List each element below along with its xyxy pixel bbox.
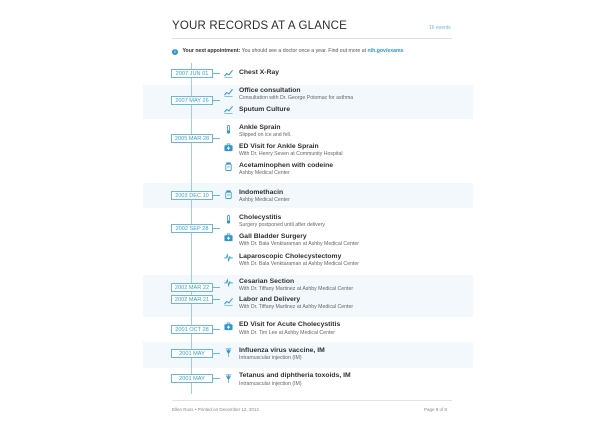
date-tag: 2001 MAY bbox=[171, 349, 213, 358]
chart-icon bbox=[224, 88, 233, 97]
record-name: Influenza virus vaccine, IM bbox=[239, 347, 325, 354]
record-description: With Dr. Bala Venktaraman at Ashby Medical Center bbox=[239, 261, 359, 267]
date-tag: 2001 MAY bbox=[171, 374, 213, 383]
pill-bottle-icon bbox=[224, 162, 233, 171]
appointment-label: Your next appointment: bbox=[182, 48, 241, 54]
record-description: Intramuscular injection (IM) bbox=[239, 355, 302, 361]
medical-kit-icon bbox=[224, 322, 233, 331]
header-divider bbox=[172, 38, 452, 39]
medical-kit-icon bbox=[224, 143, 233, 152]
date-tag: 2001 OCT 28 bbox=[171, 325, 213, 334]
page-title: YOUR RECORDS AT A GLANCE bbox=[172, 20, 348, 32]
next-appointment bbox=[172, 48, 404, 55]
medical-kit-icon bbox=[224, 233, 233, 242]
syringe-icon bbox=[224, 374, 233, 383]
footer-divider bbox=[172, 400, 452, 401]
record-description: Ashby Medical Center bbox=[239, 170, 290, 176]
events-count-link[interactable]: 16 events bbox=[429, 25, 451, 31]
record-description: With Dr. Henry Seven at Community Hospital bbox=[239, 151, 343, 157]
date-tag: 2002 MAR 22 bbox=[171, 283, 213, 292]
date-tag: 2002 SEP 28 bbox=[171, 224, 213, 233]
record-description: Intramuscular injection (IM) bbox=[239, 381, 302, 387]
record-name: Acetaminophen with codeine bbox=[239, 162, 334, 169]
record-description: Ashby Medical Center bbox=[239, 197, 290, 203]
record-description: With Dr. Tim Lee at Ashby Medical Center bbox=[239, 330, 336, 336]
date-tag: 2002 MAR 21 bbox=[171, 295, 213, 304]
thermometer-icon bbox=[224, 125, 233, 134]
date-tag: 2005 MAR 28 bbox=[171, 134, 213, 143]
record-name: Cesarian Section bbox=[239, 278, 295, 285]
appointment-text: You should see a doctor once a year. Find out more at bbox=[241, 48, 367, 54]
pulse-icon bbox=[224, 253, 233, 262]
thermometer-icon bbox=[224, 215, 233, 224]
page-number: Page 8 of 8 bbox=[424, 407, 448, 412]
date-tag: 2007 JUN 01 bbox=[171, 69, 213, 78]
record-name: Sputum Culture bbox=[239, 106, 290, 113]
record-name: ED Visit for Acute Cholecystitis bbox=[239, 321, 341, 328]
record-name: Indomethacin bbox=[239, 189, 284, 196]
record-name: Office consultation bbox=[239, 87, 301, 94]
record-description: With Dr. Tiffany Martinez at Ashby Medical Center bbox=[239, 286, 354, 292]
record-name: Labor and Delivery bbox=[239, 296, 301, 303]
record-name: Tetanus and diphtheria toxoids, IM bbox=[239, 372, 351, 379]
footer-printed: Ellen Ross • Printed on December 13, 2012 bbox=[172, 407, 259, 412]
chart-icon bbox=[224, 105, 233, 114]
date-tag: 2003 DEC 10 bbox=[171, 191, 213, 200]
record-name: ED Visit for Ankle Sprain bbox=[239, 143, 319, 150]
date-tag: 2007 MAY 26 bbox=[171, 96, 213, 105]
chart-icon bbox=[224, 297, 233, 306]
record-name: Chest X-Ray bbox=[239, 69, 280, 76]
record-description: With Dr. Bala Venktaraman at Ashby Medical Center bbox=[239, 241, 359, 247]
record-description: Consultation with Dr. George Potomac for asthma bbox=[239, 95, 354, 101]
record-name: Ankle Sprain bbox=[239, 124, 281, 131]
chart-icon bbox=[224, 69, 233, 78]
record-name: Laparoscopic Cholecystectomy bbox=[239, 253, 342, 260]
syringe-icon bbox=[224, 348, 233, 357]
pulse-icon bbox=[224, 278, 233, 287]
nih-exams-link[interactable]: nih.gov/exams bbox=[367, 48, 404, 54]
record-name: Gall Bladder Surgery bbox=[239, 233, 307, 240]
record-description: Slipped on ice and fell. bbox=[239, 132, 292, 138]
pill-bottle-icon bbox=[224, 190, 233, 199]
record-name: Cholecystitis bbox=[239, 214, 282, 221]
info-icon: i bbox=[172, 49, 178, 55]
record-description: With Dr. Tiffany Martinez at Ashby Medical Center bbox=[239, 304, 354, 310]
record-description: Surgery postponed until after delivery bbox=[239, 222, 325, 228]
